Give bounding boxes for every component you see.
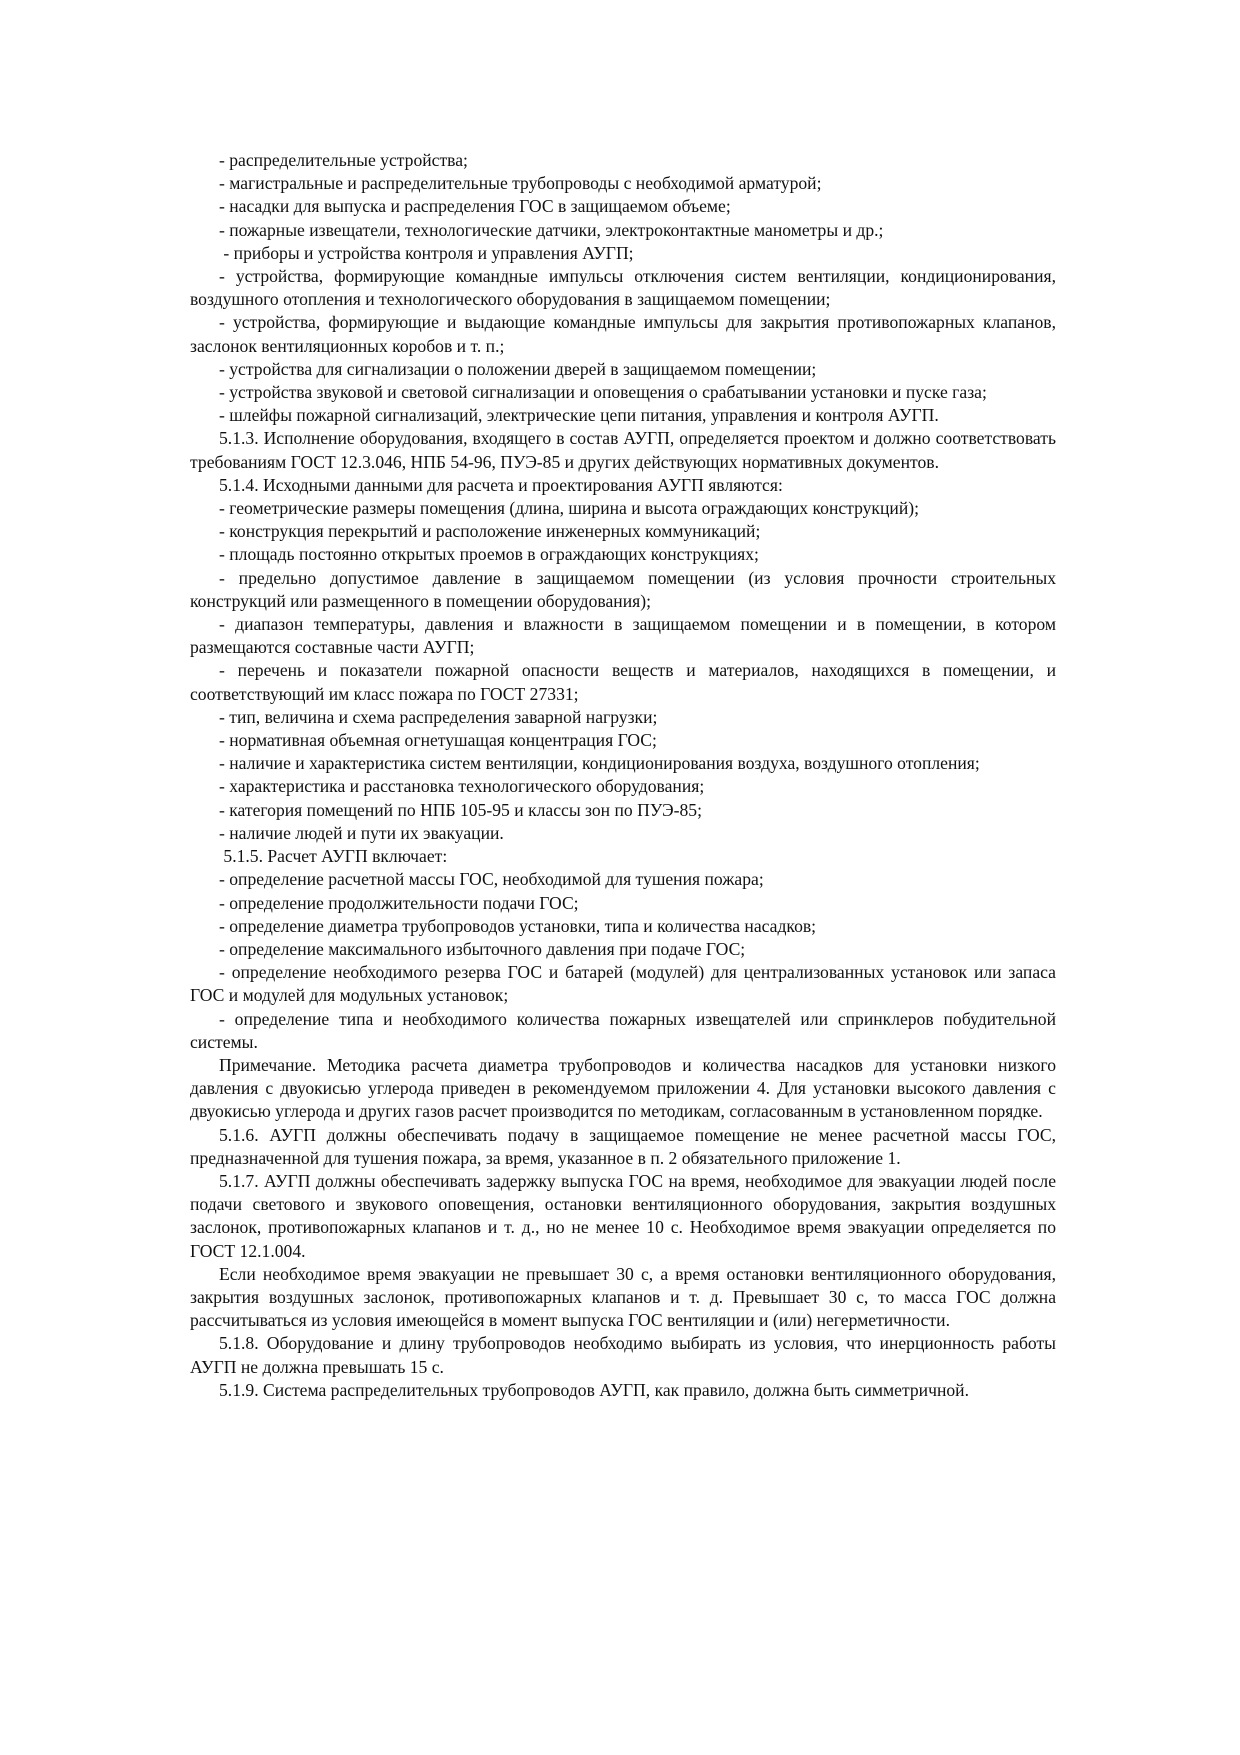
paragraph: - площадь постоянно открытых проемов в ограждающих конструкциях; bbox=[219, 544, 759, 565]
paragraph: - определение расчетной массы ГОС, необходимой для тушения пожара; bbox=[219, 869, 764, 890]
paragraph: - определение диаметра трубопроводов установки, типа и количества насадков; bbox=[219, 915, 817, 936]
paragraph: - тип, величина и схема распределения заварной нагрузки; bbox=[219, 706, 658, 727]
paragraph: - характеристика и расстановка технологического оборудования; bbox=[219, 776, 705, 797]
paragraph: - пожарные извещатели, технологические датчики, электроконтактные манометры и др.; bbox=[219, 219, 884, 240]
paragraph: - определение необходимого резерва ГОС и батарей (модулей) для централизованных установок или запаса ГОС и модулей для модульных установок; bbox=[190, 962, 1056, 1006]
section-paragraph: 5.1.3. Исполнение оборудования, входящего в состав АУГП, определяется проектом и должно соответствовать требованиям ГОСТ 12.3.046, НПБ 54-96, ПУЭ-85 и других действующих нормативных документов. bbox=[190, 428, 1056, 472]
note-paragraph: Примечание. Методика расчета диаметра трубопроводов и количества насадков для установки низкого давления с двуокисью углерода приведен в рекомендуемом приложении 4. Для установки высокого давления с двуокисью углерода и других газов расчет производится по методикам, согласованным в установленном порядке. bbox=[190, 1054, 1056, 1122]
paragraph: - устройства, формирующие и выдающие командные импульсы для закрытия противопожарных клапанов, заслонок вентиляционных коробов и т. п.; bbox=[190, 312, 1056, 356]
paragraph: - шлейфы пожарной сигнализаций, электрические цепи питания, управления и контроля АУГП. bbox=[219, 405, 939, 426]
paragraph: - определение типа и необходимого количества пожарных извещателей или спринклеров побудительной системы. bbox=[190, 1008, 1056, 1052]
paragraph: - наличие людей и пути их эвакуации. bbox=[219, 822, 504, 843]
paragraph: - нормативная объемная огнетушащая концентрация ГОС; bbox=[219, 730, 657, 751]
paragraph: - геометрические размеры помещения (длина, ширина и высота ограждающих конструкций); bbox=[219, 498, 919, 519]
paragraph: Если необходимое время эвакуации не превышает 30 с, а время остановки вентиляционного оборудования, закрытия воздушных заслонок, противопожарных клапанов и т. д. Превышает 30 с, то масса ГОС должна рассчитываться из условия имеющейся в момент выпуска ГОС вентиляции и (или) негерметичности. bbox=[190, 1263, 1056, 1331]
paragraph: - конструкция перекрытий и расположение инженерных коммуникаций; bbox=[219, 521, 761, 542]
paragraph: - устройства для сигнализации о положении дверей в защищаемом помещении; bbox=[219, 358, 817, 379]
paragraph: - предельно допустимое давление в защищаемом помещении (из условия прочности строительных конструкций или размещенного в помещении оборудования); bbox=[190, 567, 1056, 611]
paragraph: - приборы и устройства контроля и управления АУГП; bbox=[219, 242, 634, 263]
paragraph: - перечень и показатели пожарной опасности веществ и материалов, находящихся в помещении, и соответствующий им класс пожара по ГОСТ 27331; bbox=[190, 660, 1056, 704]
paragraph: - магистральные и распределительные трубопроводы с необходимой арматурой; bbox=[219, 173, 822, 194]
section-paragraph: 5.1.8. Оборудование и длину трубопроводов необходимо выбирать из условия, что инерционность работы АУГП не должна превышать 15 с. bbox=[190, 1333, 1056, 1377]
paragraph: - распределительные устройства; bbox=[219, 150, 468, 170]
section-paragraph: 5.1.5. Расчет АУГП включает: bbox=[219, 846, 448, 867]
paragraph: - устройства, формирующие командные импульсы отключения систем вентиляции, кондиционирования, воздушного отопления и технологического оборудования в защищаемом помещении; bbox=[190, 266, 1056, 310]
paragraph: - диапазон температуры, давления и влажности в защищаемом помещении и в помещении, в котором размещаются составные части АУГП; bbox=[190, 614, 1056, 658]
section-paragraph: 5.1.7. АУГП должны обеспечивать задержку выпуска ГОС на время, необходимое для эвакуации людей после подачи светового и звукового оповещения, остановки вентиляционного оборудования, закрытия воздушных заслонок, противопожарных клапанов и т. д., но не менее 10 с. Необходимое время эвакуации определяется по ГОСТ 12.1.004. bbox=[190, 1170, 1056, 1261]
document-page bbox=[190, 149, 1056, 1402]
section-paragraph: 5.1.9. Система распределительных трубопроводов АУГП, как правило, должна быть симметричной. bbox=[219, 1379, 969, 1400]
section-paragraph: 5.1.4. Исходными данными для расчета и проектирования АУГП являются: bbox=[219, 474, 783, 495]
paragraph: - определение максимального избыточного давления при подаче ГОС; bbox=[219, 938, 746, 959]
paragraph: - категория помещений по НПБ 105-95 и классы зон по ПУЭ-85; bbox=[219, 799, 702, 820]
paragraph: - насадки для выпуска и распределения ГОС в защищаемом объеме; bbox=[219, 196, 731, 217]
section-paragraph: 5.1.6. АУГП должны обеспечивать подачу в защищаемое помещение не менее расчетной массы ГОС, предназначенной для тушения пожара, за время, указанное в п. 2 обязательного приложение 1. bbox=[190, 1124, 1056, 1168]
paragraph: - наличие и характеристика систем вентиляции, кондиционирования воздуха, воздушного отопления; bbox=[219, 753, 980, 774]
paragraph: - определение продолжительности подачи ГОС; bbox=[219, 892, 579, 913]
paragraph: - устройства звуковой и световой сигнализации и оповещения о срабатывании установки и пуске газа; bbox=[219, 382, 987, 403]
